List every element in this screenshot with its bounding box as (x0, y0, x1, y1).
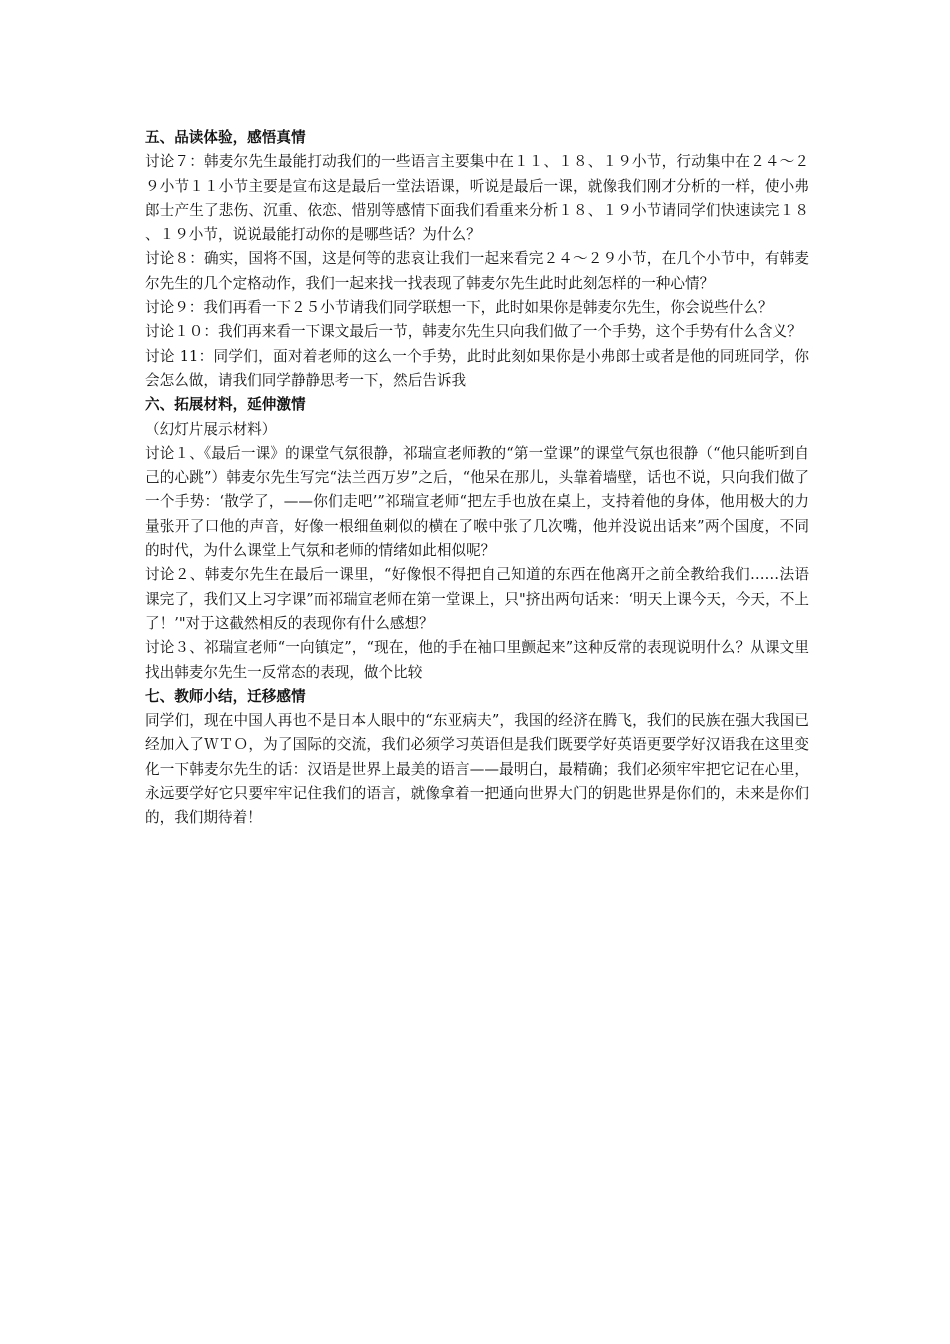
section-heading: 五、品读体验，感悟真情 (145, 129, 306, 146)
discussion-paragraph: 讨论７：韩麦尔先生最能打动我们的一些语言主要集中在１１、１８、１９小节，行动集中在２４～２９小节１１小节主要是宣布这是最后一堂法语课，听说是最后一课，就像我们刚才分析的一样，使小弗郎士产生了悲伤、沉重、依恋、惜别等感情下面我们看重来分析１８、１９小节请同学们快速读完１８、１９小节，说说最能打动你的是哪些话？为什么？ (145, 153, 809, 244)
discussion-paragraph: 讨论 11：同学们，面对着老师的这么一个手势，此时此刻如果你是小弗郎士或者是他的同班同学，你会怎么做，请我们同学静静思考一下，然后告诉我 (145, 347, 809, 389)
document-body (145, 126, 809, 831)
summary-paragraph: 同学们，现在中国人再也不是日本人眼中的“东亚病夫”，我国的经济在腾飞，我们的民族在强大我国已经加入了ＷＴＯ，为了国际的交流，我们必须学习英语但是我们既要学好英语更要学好汉语我在这里变化一下韩麦尔先生的话：汉语是世界上最美的语言——最明白，最精确；我们必须牢牢把它记在心里，永远要学好它只要牢牢记住我们的语言，就像拿着一把通向世界大门的钥匙世界是你们的，未来是你们的，我们期待着！ (145, 712, 809, 827)
discussion-paragraph: 讨论３、祁瑞宣老师“一向镇定”，“现在，他的手在袖口里颤起来”这种反常的表现说明什么？从课文里找出韩麦尔先生一反常态的表现，做个比较 (145, 639, 809, 681)
section-7 (145, 685, 809, 831)
slide-note: （幻灯片展示材料） (145, 420, 277, 438)
discussion-paragraph: 讨论１０：我们再来看一下课文最后一节，韩麦尔先生只向我们做了一个手势，这个手势有什么含义？ (145, 323, 802, 341)
section-heading: 六、拓展材料，延伸激情 (145, 396, 306, 414)
section-6 (145, 393, 809, 685)
discussion-paragraph: 讨论９：我们再看一下２５小节请我们同学联想一下，此时如果你是韩麦尔先生，你会说些什么？ (145, 299, 773, 317)
discussion-paragraph: 讨论１、《最后一课》的课堂气氛很静，祁瑞宣老师教的“第一堂课”的课堂气氛也很静（“他只能听到自己的心跳”）韩麦尔先生写完“法兰西万岁”之后，“他呆在那儿，头靠着墙壁，话也不说，只向我们做了一个手势：‘散学了，——你们走吧’”祁瑞宣老师“把左手也放在桌上，支持着他的身体，他用极大的力量张开了口他的声音，好像一根细鱼刺似的横在了喉中张了几次嘴，他并没说出话来”两个国度，不同的时代，为什么课堂上气氛和老师的情绪如此相似呢？ (145, 444, 809, 560)
discussion-paragraph: 讨论８：确实，国将不国，这是何等的悲哀让我们一起来看完２４～２９小节，在几个小节中，有韩麦尔先生的几个定格动作，我们一起来找一找表现了韩麦尔先生此时此刻怎样的一种心情？ (145, 250, 809, 292)
discussion-paragraph: 讨论２、韩麦尔先生在最后一课里，“好像恨不得把自己知道的东西在他离开之前全教给我们……法语课完了，我们又上习字课”而祁瑞宣老师在第一堂课上，只"挤出两句话来：‘明天上课今天，今天，不上了！’"对于这截然相反的表现你有什么感想？ (145, 566, 809, 632)
section-5 (145, 126, 809, 393)
section-heading: 七、教师小结，迁移感情 (145, 687, 306, 705)
